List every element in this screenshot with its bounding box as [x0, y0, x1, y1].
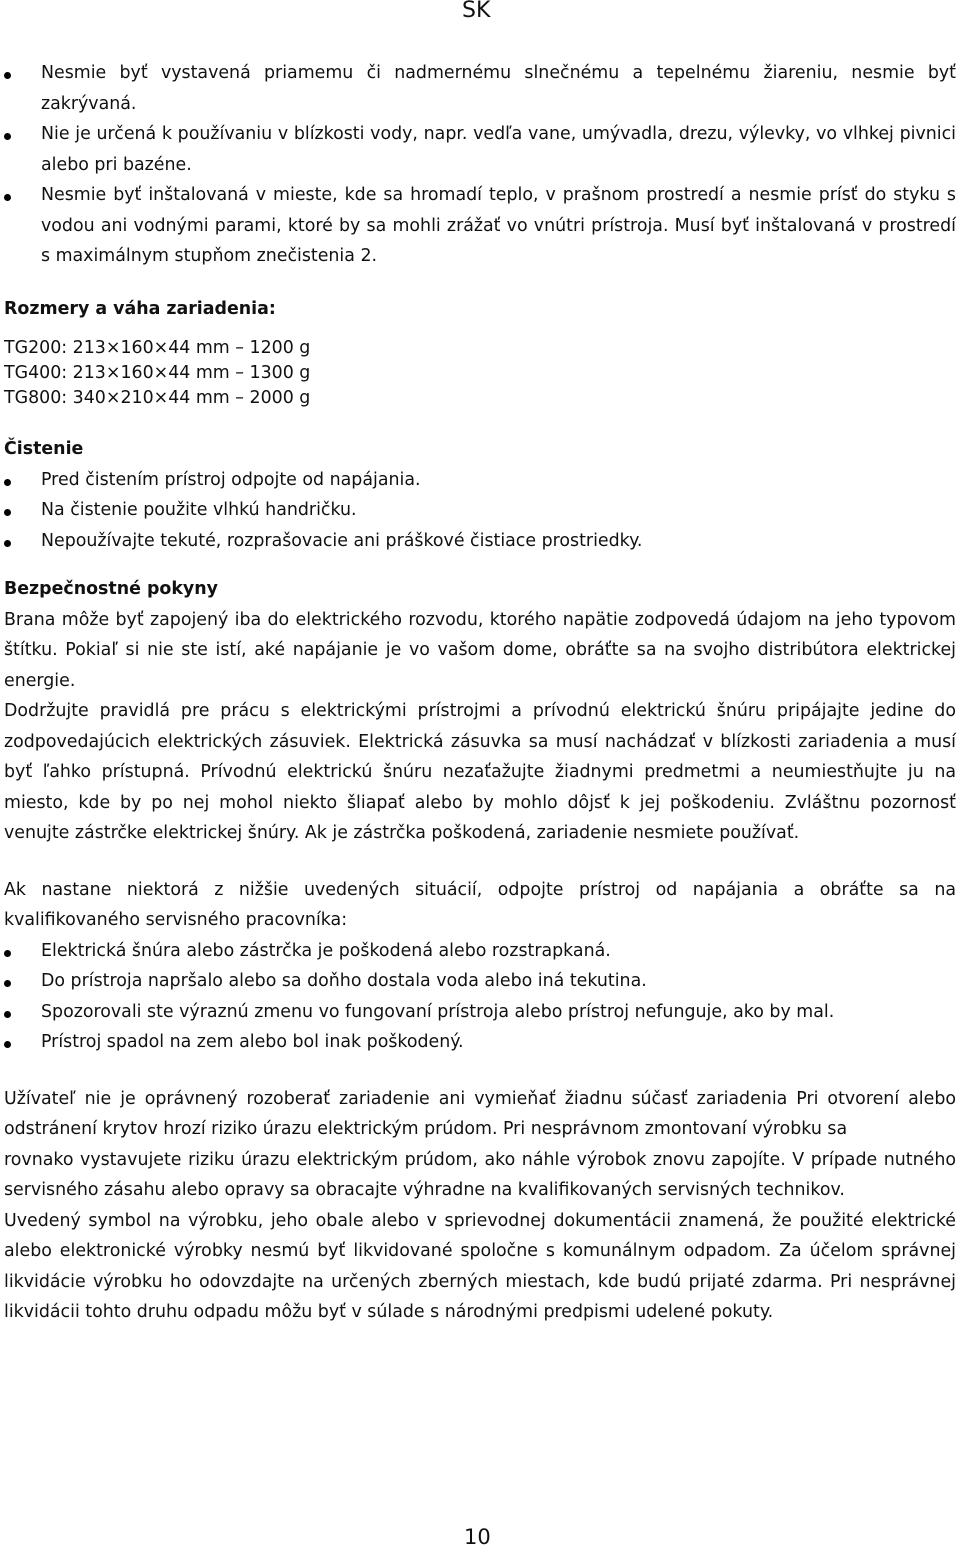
disconnect-bullet-list	[4, 936, 956, 1058]
disposal-paragraph: Uvedený symbol na výrobku, jeho obale alebo v sprievodnej dokumentácii znamená, že použité elektrické alebo elektronické výrobky nesmú byť likvidované spoločne s komunálnym odpadom. Za účelom správnej likvidácie výrobku ho odovzdajte na určených zberných miestach, kde budú prijaté zdarma. Pri nesprávnej likvidácii tohto druhu odpadu môžu byť v súlade s národnými predpismi udelené pokuty.	[4, 1210, 956, 1322]
cleaning-bullet-list	[4, 465, 956, 557]
list-item: Nie je určená k používaniu v blízkosti vody, napr. vedľa vane, umývadla, drezu, výlevky, vo vlhkej pivnici alebo pri bazéne.	[4, 119, 956, 180]
list-item: Do prístroja napršalo alebo sa doňho dostala voda alebo iná tekutina.	[4, 966, 956, 997]
page-number: 10	[464, 1525, 491, 1549]
dimension-line: TG400: 213×160×44 mm – 1300 g	[4, 363, 311, 383]
document-body	[4, 58, 956, 1328]
dimension-line: TG800: 340×210×44 mm – 2000 g	[4, 388, 311, 408]
list-item: Pred čistením prístroj odpojte od napájania.	[4, 465, 956, 496]
safety-paragraph: Brana môže byť zapojený iba do elektrického rozvodu, ktorého napätie zodpovedá údajom na jeho typovom štítku. Pokiaľ si nie ste istí, aké napájanie je vo vašom dome, obráťte sa na svojho distribútora elektrickej energie.	[4, 609, 956, 691]
list-item: Nesmie byť vystavená priamemu či nadmernému slnečnému a tepelnému žiareniu, nesmie byť zakrývaná.	[4, 58, 956, 119]
language-label: SK	[462, 0, 491, 23]
safety-heading: Bezpečnostné pokyny	[4, 579, 218, 599]
list-item: Na čistenie použite vlhkú handričku.	[4, 495, 956, 526]
dimensions-heading: Rozmery a váha zariadenia:	[4, 298, 276, 319]
intro-bullet-list	[4, 58, 956, 272]
cleaning-heading: Čistenie	[4, 439, 84, 459]
list-item: Prístroj spadol na zem alebo bol inak poškodený.	[4, 1027, 956, 1058]
list-item: Nesmie byť inštalovaná v mieste, kde sa hromadí teplo, v prašnom prostredí a nesmie prísť do styku s vodou ani vodnými parami, ktoré by sa mohli zrážať vo vnútri prístroja. Musí byť inštalovaná v prostredí s maximálnym stupňom znečistenia 2.	[4, 180, 956, 272]
safety-paragraph: Dodržujte pravidlá pre prácu s elektrickými prístrojmi a prívodnú elektrickú šnúru pripájajte jedine do zodpovedajúcich elektrických zásuviek. Elektrická zásuvka sa musí nachádzať v blízkosti zariadenia a musí byť ľahko prístupná. Prívodnú elektrickú šnúru nezaťažujte žiadnymi predmetmi a neumiestňujte ju na miesto, kde by po nej mohol niekto šliapať alebo by mohlo dôjsť k jej poškodeniu. Zvláštnu pozornosť venujte zástrčke elektrickej šnúry. Ak je zástrčka poškodená, zariadenie nesmiete používať.	[4, 701, 956, 843]
list-item: Nepoužívajte tekuté, rozprašovacie ani práškové čistiace prostriedky.	[4, 526, 956, 557]
list-item: Elektrická šnúra alebo zástrčka je poškodená alebo rozstrapkaná.	[4, 936, 956, 967]
dimension-line: TG200: 213×160×44 mm – 1200 g	[4, 338, 311, 358]
list-item: Spozorovali ste výraznú zmenu vo fungovaní prístroja alebo prístroj nefunguje, ako by mal.	[4, 997, 956, 1028]
closing-paragraph: Užívateľ nie je oprávnený rozoberať zariadenie ani vymieňať žiadnu súčasť zariadenia Pri otvorení alebo odstránení krytov hrozí riziko úrazu elektrickým prúdom. Pri nesprávnom zmontovaní výrobku sa	[4, 1088, 956, 1139]
closing-paragraph: rovnako vystavujete riziku úrazu elektrickým prúdom, ako náhle výrobok znovu zapojíte. V prípade nutného servisného zásahu alebo opravy sa obracajte výhradne na kvalifikovaných servisných technikov.	[4, 1149, 956, 1200]
disconnect-intro: Ak nastane niektorá z nižšie uvedených situácií, odpojte prístroj od napájania a obráťte sa na kvalifikovaného servisného pracovníka:	[4, 879, 956, 930]
